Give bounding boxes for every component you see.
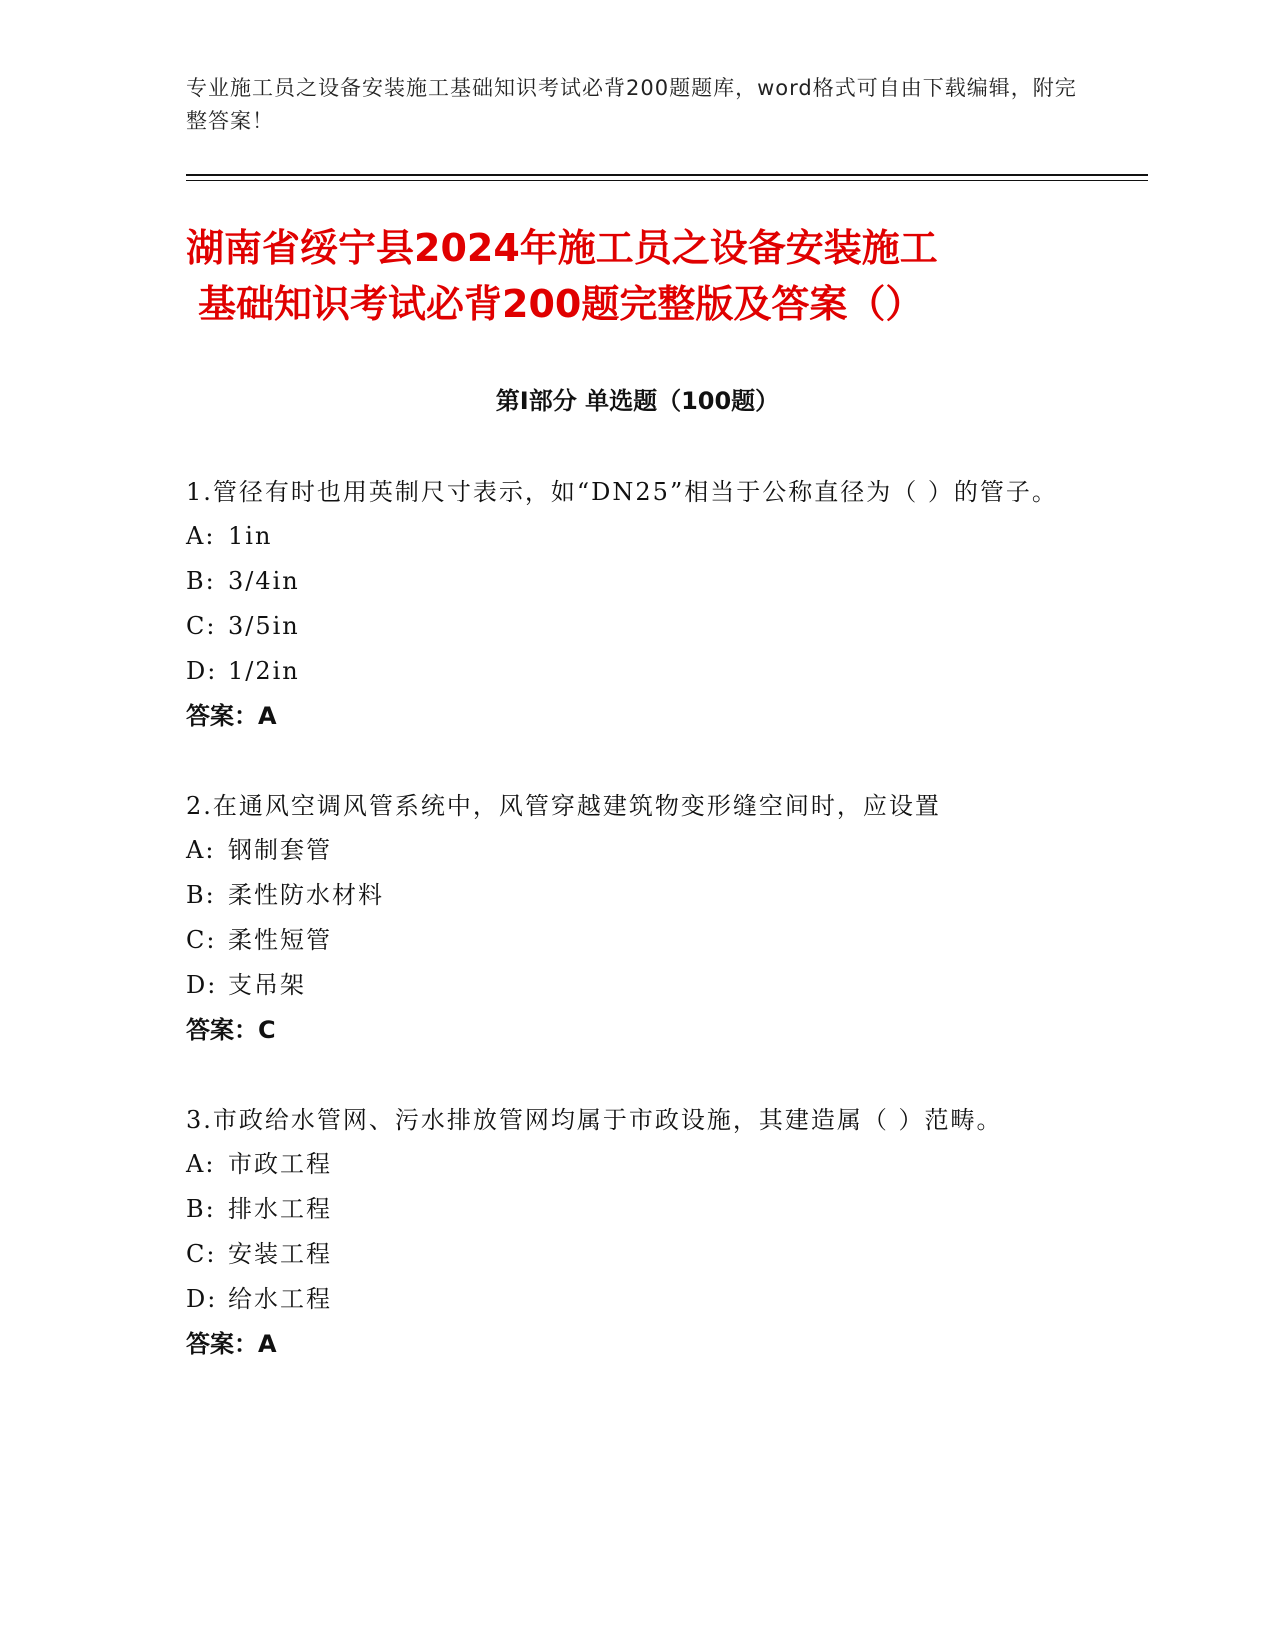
header-rule-thick [186,174,1148,176]
answer-line: 答案：C [186,1016,276,1044]
answer-line: 答案：A [186,1330,277,1358]
option-d [186,649,1076,694]
option-key: B: [186,881,216,909]
option-key: D: [186,657,218,685]
option-key: B: [186,567,216,595]
option-text: 1/2in [228,657,300,685]
question-stem: 3.市政给水管网、污水排放管网均属于市政设施，其建造属（ ）范畴。 [186,1106,1003,1134]
option-text: 市政工程 [228,1150,332,1178]
option-text: 柔性短管 [228,926,332,954]
option-c [186,604,1076,649]
option-key: C: [186,926,217,954]
option-text: 排水工程 [228,1195,332,1223]
header-note: 专业施工员之设备安装施工基础知识考试必背200题题库，word格式可自由下载编辑，附完整答案！ [186,76,1077,133]
option-c [186,918,1076,963]
option-key: A: [186,1150,216,1178]
option-b [186,559,1076,604]
option-text: 柔性防水材料 [228,881,384,909]
option-key: C: [186,612,217,640]
option-c [186,1232,1076,1277]
header-rule-thin [186,180,1148,181]
option-b [186,1187,1076,1232]
option-a [186,828,1076,873]
option-text: 支吊架 [228,971,306,999]
document-title-line1: 湖南省绥宁县2024年施工员之设备安装施工 [186,226,938,270]
question-stem: 1.管径有时也用英制尺寸表示，如“DN25”相当于公称直径为（ ）的管子。 [186,478,1058,506]
answer-line: 答案：A [186,702,277,730]
question-3 [186,1098,1076,1366]
option-key: A: [186,836,216,864]
question-2 [186,784,1076,1052]
question-1 [186,470,1076,738]
question-stem: 2.在通风空调风管系统中，风管穿越建筑物变形缝空间时，应设置 [186,792,941,820]
option-text: 3/5in [228,612,300,640]
option-d [186,963,1076,1008]
document-title [186,220,1106,332]
option-key: A: [186,522,216,550]
option-a [186,514,1076,559]
option-text: 3/4in [228,567,300,595]
option-key: B: [186,1195,216,1223]
option-text: 安装工程 [228,1240,332,1268]
question-list [186,470,1076,1412]
option-key: C: [186,1240,217,1268]
option-key: D: [186,1285,218,1313]
option-d [186,1277,1076,1322]
option-text: 给水工程 [228,1285,332,1313]
option-text: 1in [228,522,273,550]
document-title-line2: 基础知识考试必背200题完整版及答案（） [198,282,924,326]
section-heading: 第Ⅰ部分 单选题（100题） [495,387,780,415]
option-a [186,1142,1076,1187]
option-text: 钢制套管 [228,836,332,864]
option-b [186,873,1076,918]
option-key: D: [186,971,218,999]
